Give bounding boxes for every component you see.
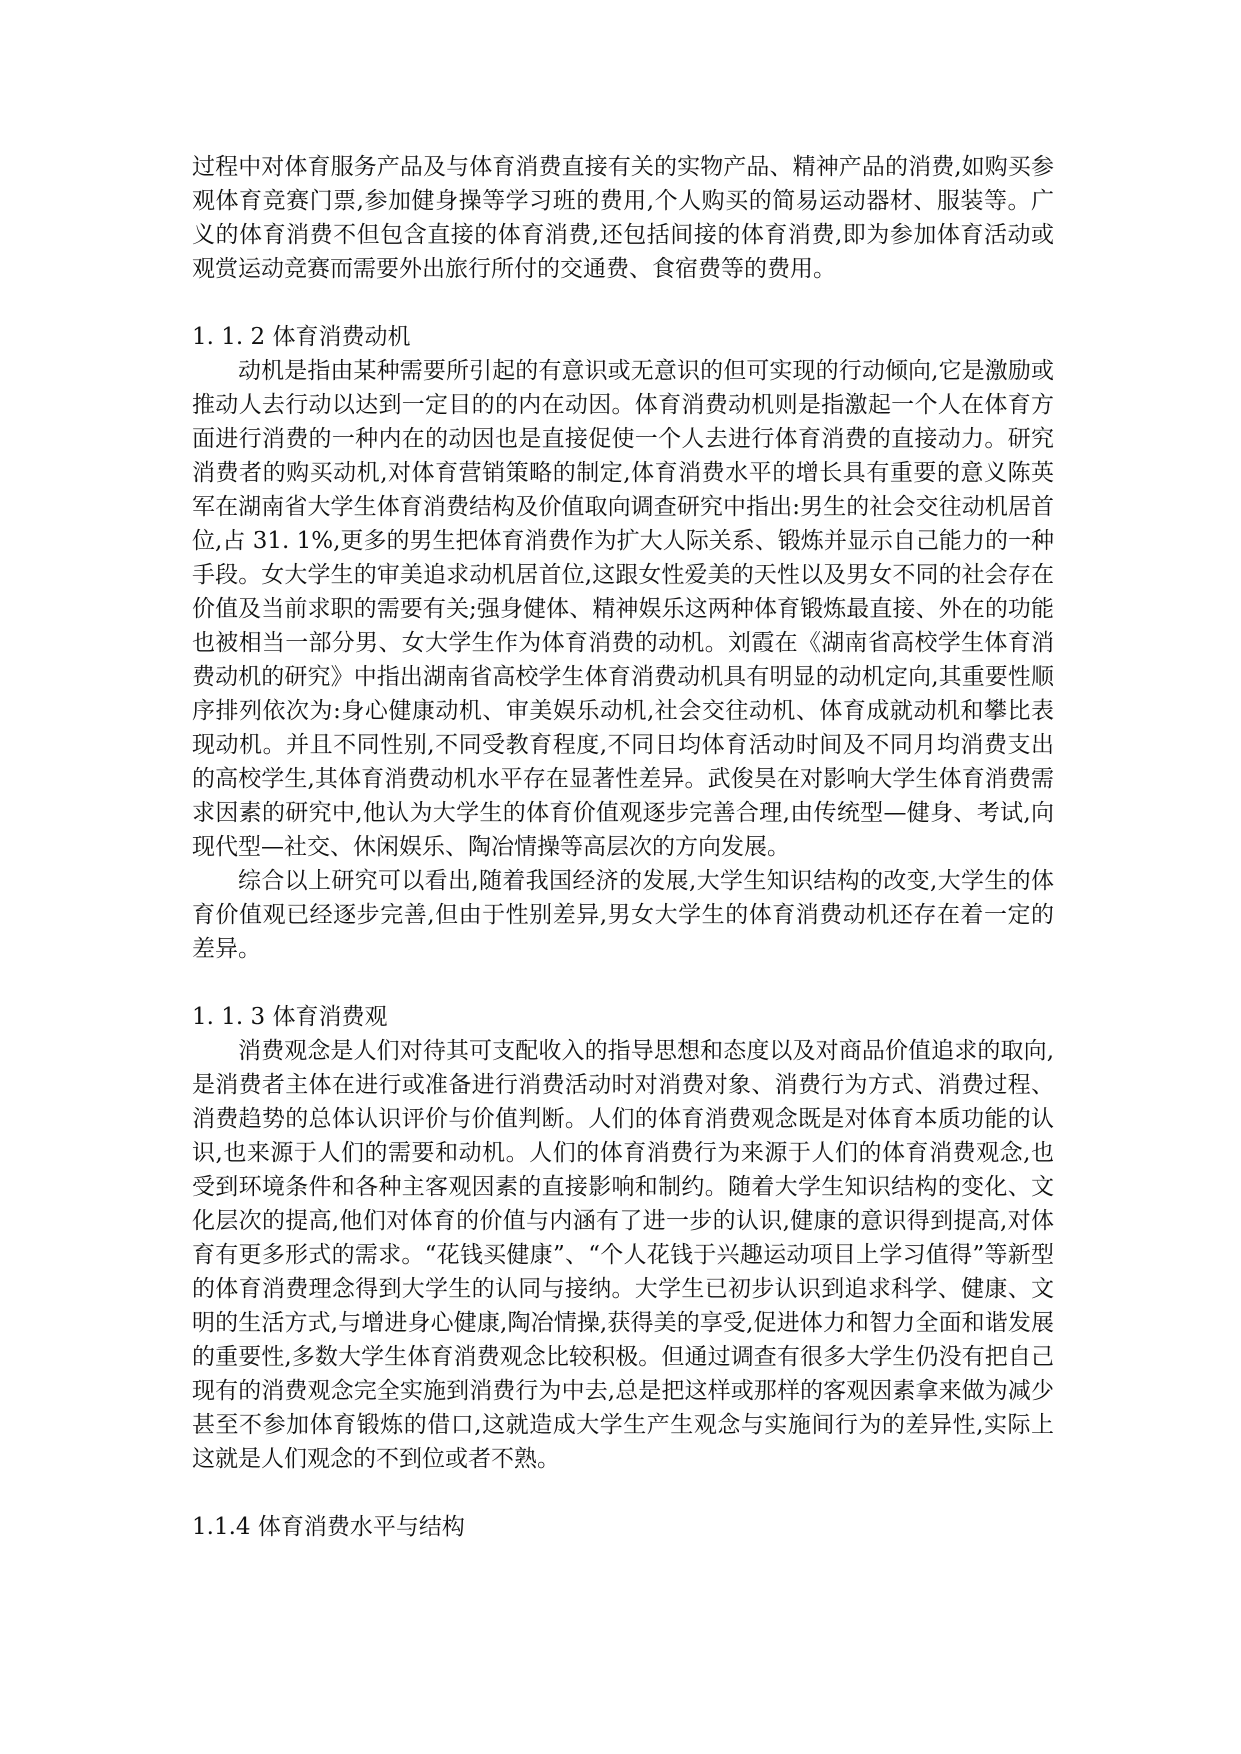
document-page — [192, 150, 1054, 1544]
paragraph-motivation-1: 动机是指由某种需要所引起的有意识或无意识的但可实现的行动倾向,它是激励或推动人去行动以达到一定目的的内在动因。体育消费动机则是指激起一个人在体育方面进行消费的一种内在的动因也是直接促使一个人去进行体育消费的直接动力。研究消费者的购买动机,对体育营销策略的制定,体育消费水平的增长具有重要的意义陈英军在湖南省大学生体育消费结构及价值取向调查研究中指出:男生的社会交往动机居首位,占 31. 1%,更多的男生把体育消费作为扩大人际关系、锻炼并显示自己能力的一种手段。女大学生的审美追求动机居首位,这跟女性爱美的天性以及男女不同的社会存在价值及当前求职的需要有关;强身健体、精神娱乐这两种体育锻炼最直接、外在的功能也被相当一部分男、女大学生作为体育消费的动机。刘霞在《湖南省高校学生体育消费动机的研究》中指出湖南省高校学生体育消费动机具有明显的动机定向,其重要性顺序排列依次为:身心健康动机、审美娱乐动机,社会交往动机、体育成就动机和攀比表现动机。并且不同性别,不同受教育程度,不同日均体育活动时间及不同月均消费支出的高校学生,其体育消费动机水平存在显著性差异。武俊昊在对影响大学生体育消费需求因素的研究中,他认为大学生的体育价值观逐步完善合理,由传统型—健身、考试,向现代型—社交、休闲娱乐、陶冶情操等高层次的方向发展。 — [192, 358, 1054, 860]
intro-paragraph: 过程中对体育服务产品及与体育消费直接有关的实物产品、精神产品的消费,如购买参观体育竞赛门票,参加健身操等学习班的费用,个人购买的简易运动器材、服装等。广义的体育消费不但包含直接的体育消费,还包括间接的体育消费,即为参加体育活动或观赏运动竞赛而需要外出旅行所付的交通费、食宿费等的费用。 — [192, 154, 1054, 282]
section-heading-1-1-2: 1. 1. 2 体育消费动机 — [192, 324, 411, 350]
section-heading-1-1-4: 1.1.4 体育消费水平与结构 — [192, 1514, 465, 1540]
paragraph-consumption-view: 消费观念是人们对待其可支配收入的指导思想和态度以及对商品价值追求的取向,是消费者主体在进行或准备进行消费活动时对消费对象、消费行为方式、消费过程、消费趋势的总体认识评价与价值判断。人们的体育消费观念既是对体育本质功能的认识,也来源于人们的需要和动机。人们的体育消费行为来源于人们的体育消费观念,也受到环境条件和各种主客观因素的直接影响和制约。随着大学生知识结构的变化、文化层次的提高,他们对体育的价值与内涵有了进一步的认识,健康的意识得到提高,对体育有更多形式的需求。“花钱买健康”、“个人花钱于兴趣运动项目上学习值得”等新型的体育消费理念得到大学生的认同与接纳。大学生已初步认识到追求科学、健康、文明的生活方式,与增进身心健康,陶冶情操,获得美的享受,促进体力和智力全面和谐发展的重要性,多数大学生体育消费观念比较积极。但通过调查有很多大学生仍没有把自己现有的消费观念完全实施到消费行为中去,总是把这样或那样的客观因素拿来做为减少甚至不参加体育锻炼的借口,这就造成大学生产生观念与实施间行为的差异性,实际上这就是人们观念的不到位或者不熟。 — [192, 1038, 1054, 1472]
paragraph-motivation-2: 综合以上研究可以看出,随着我国经济的发展,大学生知识结构的改变,大学生的体育价值观已经逐步完善,但由于性别差异,男女大学生的体育消费动机还存在着一定的差异。 — [192, 868, 1054, 962]
section-heading-1-1-3: 1. 1. 3 体育消费观 — [192, 1004, 388, 1030]
